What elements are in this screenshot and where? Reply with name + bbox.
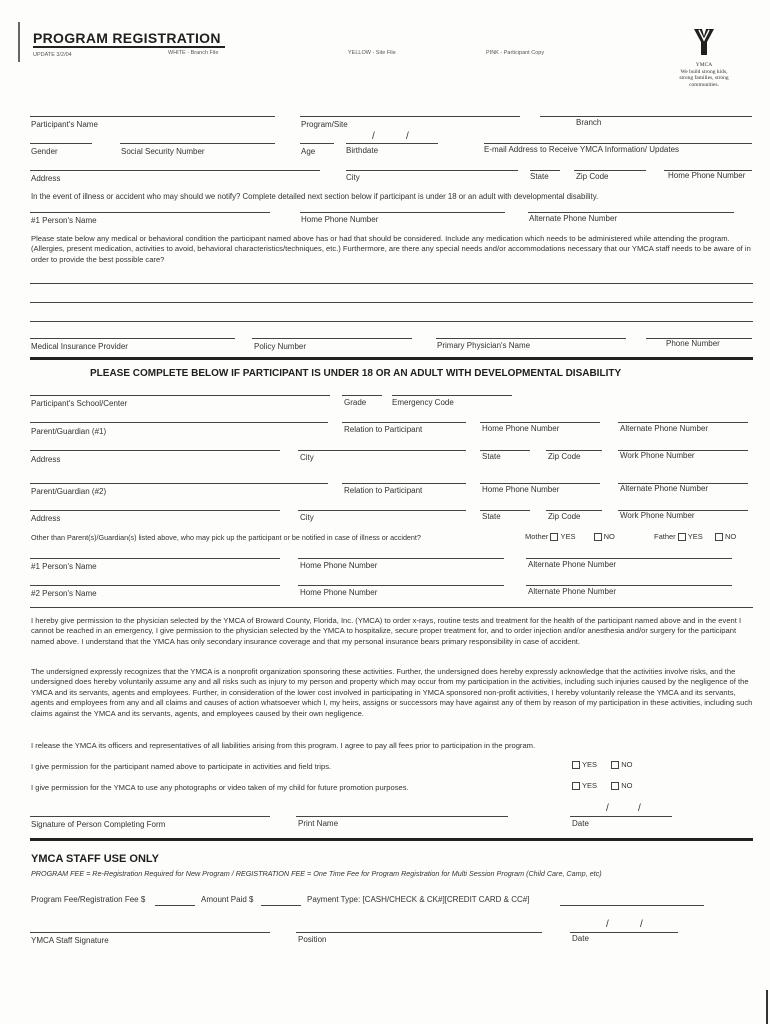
logo-tagline-1: We build strong kids, <box>680 68 728 75</box>
physician-line[interactable] <box>436 338 626 339</box>
guardian2-city-label: City <box>300 513 314 522</box>
guardian1-relation-line[interactable] <box>342 422 466 423</box>
guardian1-state-label: State <box>482 452 501 461</box>
guardian2-address-label: Address <box>31 514 61 523</box>
guardian1-address-label: Address <box>31 455 61 464</box>
copy-white: WHITE - Branch File <box>168 50 219 56</box>
consent-date-slash-1: / <box>606 803 609 814</box>
amount-paid-label: Amount Paid $ <box>201 895 254 904</box>
release-statement: I release the YMCA its officers and representatives of all liabilities arising from this program. I agree to pay all fees prior to participation in the program. <box>31 741 536 750</box>
zip-label: Zip Code <box>576 172 609 181</box>
pickup-person1-alt-phone-line[interactable] <box>526 558 732 559</box>
field-trip-options <box>572 760 632 769</box>
consent-date-line[interactable] <box>570 816 672 817</box>
insurance-line[interactable] <box>30 338 235 339</box>
medical-line-1[interactable] <box>30 283 753 284</box>
father-no-checkbox[interactable] <box>715 533 723 541</box>
medical-consent-paragraph: I hereby give permission to the physician selected by the YMCA of Broward County, Florida, Inc. (YMCA) to order x-rays, routine tests and treatment for the health of the participant named above and in the event I cannot be reached in an emergency, I give permission to the physician selected by the YMCA to hospitalize, secure proper treatment for, and to order injection and/or anesthesia and/or surgery for the participant named above. I understand that the YMCA has only secondary insurance coverage and that my personal insurance bears primary responsibility in case of accident. <box>31 616 742 646</box>
emergency-code-label: Emergency Code <box>392 398 454 407</box>
program-fee-line[interactable] <box>155 905 195 906</box>
father-no-label: NO <box>724 532 737 541</box>
staff-date-slash-1: / <box>606 919 609 930</box>
state-line[interactable] <box>530 170 560 171</box>
emergency-person1-label: #1 Person's Name <box>31 216 97 225</box>
guardian1-home-phone-label: Home Phone Number <box>482 424 560 433</box>
field-trip-no-checkbox[interactable] <box>611 761 619 769</box>
guardian2-zip-label: Zip Code <box>548 512 581 521</box>
amount-paid-line[interactable] <box>261 905 301 906</box>
staff-date-slash-2: / <box>640 919 643 930</box>
logo-name: YMCA <box>695 62 713 68</box>
gender-line[interactable] <box>30 143 92 144</box>
section-divider-3 <box>30 838 753 841</box>
pickup-person2-line[interactable] <box>30 585 280 586</box>
print-name-line[interactable] <box>296 816 508 817</box>
father-options <box>654 532 736 541</box>
insurance-label: Medical Insurance Provider <box>31 342 128 351</box>
guardian2-alt-phone-label: Alternate Phone Number <box>620 484 709 493</box>
state-label: State <box>530 172 549 181</box>
guardian2-relation-line[interactable] <box>342 483 466 484</box>
photo-yes-checkbox[interactable] <box>572 782 580 790</box>
copy-yellow: YELLOW - Site File <box>348 50 396 56</box>
margin-mark <box>18 22 20 62</box>
emergency-alt-phone-label: Alternate Phone Number <box>529 214 618 223</box>
city-line[interactable] <box>346 170 518 171</box>
guardian1-line[interactable] <box>30 422 328 423</box>
guardian1-alt-phone-line[interactable] <box>618 422 748 423</box>
guardian1-work-phone-label: Work Phone Number <box>620 451 695 460</box>
field-trip-permission: I give permission for the participant named above to participate in activities and field trips. <box>31 762 332 771</box>
physician-phone-label: Phone Number <box>666 339 720 348</box>
medical-line-3[interactable] <box>30 321 753 322</box>
branch-line[interactable] <box>540 116 752 117</box>
print-name-label: Print Name <box>298 819 339 828</box>
physician-label: Primary Physician's Name <box>437 341 531 350</box>
policy-line[interactable] <box>252 338 412 339</box>
father-yes-label: YES <box>687 532 703 541</box>
address-label: Address <box>31 174 61 183</box>
consent-date-label: Date <box>572 819 589 828</box>
birthdate-slash-2: / <box>406 131 409 142</box>
birthdate-slash-1: / <box>372 131 375 142</box>
medical-line-2[interactable] <box>30 302 753 303</box>
guardian1-address-line[interactable] <box>30 450 280 451</box>
guardian2-line[interactable] <box>30 483 328 484</box>
father-label: Father <box>654 532 676 541</box>
staff-signature-line[interactable] <box>30 932 270 933</box>
grade-line[interactable] <box>342 395 382 396</box>
program-fee-label: Program Fee/Registration Fee $ <box>31 895 146 904</box>
staff-position-label: Position <box>298 935 327 944</box>
field-trip-yes-checkbox[interactable] <box>572 761 580 769</box>
guardian1-state-line[interactable] <box>480 450 530 451</box>
mother-yes-label: YES <box>560 532 576 541</box>
emergency-person1-line[interactable] <box>30 212 270 213</box>
update-date: UPDATE 3/2/04 <box>33 52 72 58</box>
mother-yes-checkbox[interactable] <box>550 533 558 541</box>
signature-line[interactable] <box>30 816 270 817</box>
photo-no-label: NO <box>621 781 633 790</box>
form-title: PROGRAM REGISTRATION <box>33 30 221 46</box>
mother-label: Mother <box>525 532 549 541</box>
pickup-person1-alt-phone-label: Alternate Phone Number <box>528 560 617 569</box>
pickup-person2-alt-phone-line[interactable] <box>526 585 732 586</box>
school-line[interactable] <box>30 395 330 396</box>
section-divider-2 <box>30 607 753 608</box>
photo-no-checkbox[interactable] <box>611 782 619 790</box>
guardian2-work-phone-label: Work Phone Number <box>620 511 695 520</box>
ymca-y-icon <box>693 28 715 56</box>
guardian1-label: Parent/Guardian (#1) <box>31 427 107 436</box>
liability-release-paragraph: The undersigned expressly recognizes that the YMCA is a nonprofit organization sponsoring these activities. Further, the undersigned does hereby expressly acknowledge that the activities involve risks, and the undersigned does hereby voluntarily assume any and all risks such as injury to my person and property which may occur from my participation in the activities, including such injuries caused by the negligence of the YMCA and its servants, agents and employees. Further, in consideration of the lower cost involved in participating in YMCA sponsored non-profit activities, I hereby voluntarily release the YMCA and its servants, agents and employees from any and all claims and causes of action whatsoever which I, my heirs, assigns or successors may have against any of them by reason of my participation in these activities, including such claims against the YMCA and its servants, agents, and employees caused by their own negligence. <box>31 667 753 718</box>
fee-note: PROGRAM FEE = Re-Registration Required for New Program / REGISTRATION FEE = One Time Fee for Program Registration for Multi Session Program (Child Care, Camp, etc) <box>31 869 602 878</box>
ssn-label: Social Security Number <box>121 147 205 156</box>
zip-line[interactable] <box>574 170 646 171</box>
pickup-person2-home-phone-line[interactable] <box>298 585 504 586</box>
guardian2-zip-line[interactable] <box>546 510 602 511</box>
pickup-person1-home-phone-line[interactable] <box>298 558 504 559</box>
staff-section-heading: YMCA STAFF USE ONLY <box>31 853 159 865</box>
guardian1-home-phone-line[interactable] <box>480 422 600 423</box>
guardian2-address-line[interactable] <box>30 510 280 511</box>
guardian2-state-line[interactable] <box>480 510 530 511</box>
emergency-home-phone-label: Home Phone Number <box>301 215 379 224</box>
mother-no-checkbox[interactable] <box>594 533 602 541</box>
emergency-alt-phone-line[interactable] <box>528 212 734 213</box>
program-site-label: Program/Site <box>301 120 348 129</box>
policy-label: Policy Number <box>254 342 307 351</box>
guardian2-city-line[interactable] <box>298 510 466 511</box>
home-phone-label: Home Phone Number <box>668 171 746 180</box>
gender-label: Gender <box>31 147 58 156</box>
title-underline <box>33 46 225 48</box>
medical-instructions: Please state below any medical or behavioral condition the participant named above has or had that should be considered. Include any medication which needs to be administered while attending the program. (Allergies, present medication, activities to avoid, behavioral characteristics/techniques, etc.) Furthermore, are there any special needs and/or accommodations necessary that our YMCA staff needs to be aware of in order to provide the best possible care? <box>31 234 751 264</box>
school-label: Participant's School/Center <box>31 399 128 408</box>
pickup-person2-alt-phone-label: Alternate Phone Number <box>528 587 617 596</box>
emergency-code-line[interactable] <box>392 395 512 396</box>
participant-name-line[interactable] <box>30 116 275 117</box>
mother-options <box>525 532 615 541</box>
guardian1-zip-label: Zip Code <box>548 452 581 461</box>
age-line[interactable] <box>300 143 334 144</box>
city-label: City <box>346 173 360 182</box>
guardian1-city-line[interactable] <box>298 450 466 451</box>
pickup-person1-line[interactable] <box>30 558 280 559</box>
birthdate-line[interactable] <box>346 143 438 144</box>
emergency-home-phone-line[interactable] <box>300 212 505 213</box>
minor-section-heading: PLEASE COMPLETE BELOW IF PARTICIPANT IS UNDER 18 OR AN ADULT WITH DEVELOPMENTAL DISABILITY <box>90 368 622 379</box>
birthdate-label: Birthdate <box>346 146 379 155</box>
guardian2-home-phone-line[interactable] <box>480 483 600 484</box>
staff-date-label: Date <box>572 934 589 943</box>
guardian1-city-label: City <box>300 453 314 462</box>
edge-mark <box>766 990 768 1024</box>
pickup-person1-label: #1 Person's Name <box>31 562 97 571</box>
guardian1-relation-label: Relation to Participant <box>344 425 423 434</box>
address-line[interactable] <box>30 170 320 171</box>
staff-position-line[interactable] <box>296 932 542 933</box>
email-label: E-mail Address to Receive YMCA Information/ Updates <box>484 145 680 154</box>
program-site-line[interactable] <box>300 116 520 117</box>
father-yes-checkbox[interactable] <box>678 533 686 541</box>
ssn-line[interactable] <box>120 143 275 144</box>
signature-label: Signature of Person Completing Form <box>31 820 166 829</box>
pickup-person2-home-phone-label: Home Phone Number <box>300 588 378 597</box>
email-line[interactable] <box>484 143 752 144</box>
photo-permission: I give permission for the YMCA to use any photographs or video taken of my child for future promotion purposes. <box>31 783 409 792</box>
section-divider-1 <box>30 357 753 360</box>
pickup-person2-label: #2 Person's Name <box>31 589 97 598</box>
emergency-prompt: In the event of illness or accident who may should we notify? Complete detailed next section below if participant is under 18 or an adult with developmental disability. <box>31 192 599 201</box>
photo-options <box>572 781 632 790</box>
pickup-person1-home-phone-label: Home Phone Number <box>300 561 378 570</box>
consent-date-slash-2: / <box>638 803 641 814</box>
guardian2-state-label: State <box>482 512 501 521</box>
staff-signature-label: YMCA Staff Signature <box>31 936 109 945</box>
payment-type-label: Payment Type: [CASH/CHECK & CK#][CREDIT CARD & CC#] <box>307 895 530 904</box>
staff-date-line[interactable] <box>570 932 678 933</box>
pickup-question: Other than Parent(s)/Guardian(s) listed above, who may pick up the participant or be notified in case of illness or accident? <box>31 533 421 542</box>
photo-yes-label: YES <box>582 781 598 790</box>
field-trip-yes-label: YES <box>582 760 598 769</box>
guardian1-alt-phone-label: Alternate Phone Number <box>620 424 709 433</box>
branch-label: Branch <box>576 118 602 127</box>
logo-tagline-2: strong families, strong communities. <box>679 75 729 88</box>
field-trip-no-label: NO <box>621 760 633 769</box>
payment-type-line[interactable] <box>560 905 704 906</box>
guardian2-home-phone-label: Home Phone Number <box>482 485 560 494</box>
participant-name-label: Participant's Name <box>31 120 98 129</box>
mother-no-label: NO <box>603 532 615 541</box>
age-label: Age <box>301 147 316 156</box>
grade-label: Grade <box>344 398 367 407</box>
guardian1-zip-line[interactable] <box>546 450 602 451</box>
guardian2-label: Parent/Guardian (#2) <box>31 487 107 496</box>
copy-pink: PINK - Participant Copy <box>486 50 545 56</box>
ymca-logo <box>676 28 732 88</box>
guardian2-relation-label: Relation to Participant <box>344 486 423 495</box>
